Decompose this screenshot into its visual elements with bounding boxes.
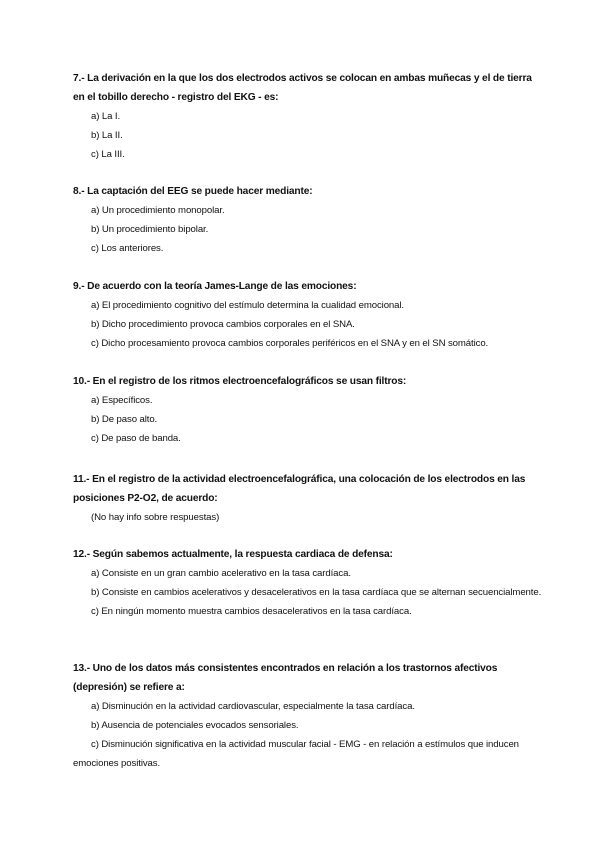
question-7-option-b: b) La II.	[91, 130, 123, 141]
question-9-option-b: b) Dicho procedimiento provoca cambios corporales en el SNA.	[91, 319, 355, 330]
question-8	[73, 182, 533, 258]
question-7-option-a: a) La I.	[91, 111, 121, 122]
question-8-option-c: c) Los anteriores.	[91, 243, 164, 254]
question-10-option-c: c) De paso de banda.	[91, 433, 181, 444]
question-13-option-a: a) Disminución en la actividad cardiovascular, especialmente la tasa cardíaca.	[91, 701, 415, 712]
question-11-title: 11.- En el registro de la actividad electroencefalográfica, una colocación de los electrodos en las posiciones P2-O2, de acuerdo:	[73, 474, 526, 504]
question-8-option-a: a) Un procedimiento monopolar.	[91, 205, 225, 216]
question-7	[73, 69, 533, 164]
question-9-option-a: a) El procedimiento cognitivo del estímulo determina la cualidad emocional.	[91, 300, 404, 311]
question-11-note: (No hay info sobre respuestas)	[91, 512, 220, 523]
question-10	[73, 372, 533, 448]
question-9	[73, 277, 533, 353]
question-11	[73, 470, 533, 527]
question-10-option-b: b) De paso alto.	[91, 414, 158, 425]
question-8-title: 8.- La captación del EEG se puede hacer mediante:	[73, 186, 313, 197]
question-9-title: 9.- De acuerdo con la teoría James-Lange de las emociones:	[73, 281, 357, 292]
question-10-title: 10.- En el registro de los ritmos electroencefalográficos se usan filtros:	[73, 376, 407, 387]
question-12	[73, 545, 542, 621]
question-13-option-c: c) Disminución significativa en la actividad muscular facial - EMG - en relación a estímulos que inducen emociones positivas.	[73, 739, 519, 769]
question-12-title: 12.- Según sabemos actualmente, la respuesta cardiaca de defensa:	[73, 549, 393, 560]
question-9-option-c: c) Dicho procesamiento provoca cambios corporales periféricos en el SNA y en el SN somático.	[91, 338, 489, 349]
question-12-option-c: c) En ningún momento muestra cambios desacelerativos en la tasa cardíaca.	[91, 606, 412, 617]
question-13-title: 13.- Uno de los datos más consistentes encontrados en relación a los trastornos afectivos (depresión) se refiere a:	[73, 663, 498, 693]
question-10-option-a: a) Específicos.	[91, 395, 153, 406]
question-12-option-b: b) Consiste en cambios acelerativos y desacelerativos en la tasa cardíaca que se alternan secuencialmente.	[91, 587, 542, 598]
question-12-option-a: a) Consiste en un gran cambio acelerativo en la tasa cardíaca.	[91, 568, 351, 579]
question-13	[73, 659, 533, 773]
question-7-option-c: c) La III.	[91, 149, 125, 160]
question-13-option-b: b) Ausencia de potenciales evocados sensoriales.	[91, 720, 299, 731]
question-8-option-b: b) Un procedimiento bipolar.	[91, 224, 209, 235]
question-7-title: 7.- La derivación en la que los dos electrodos activos se colocan en ambas muñecas y el de tierra en el tobillo derecho - registro del EKG - es:	[73, 73, 532, 103]
